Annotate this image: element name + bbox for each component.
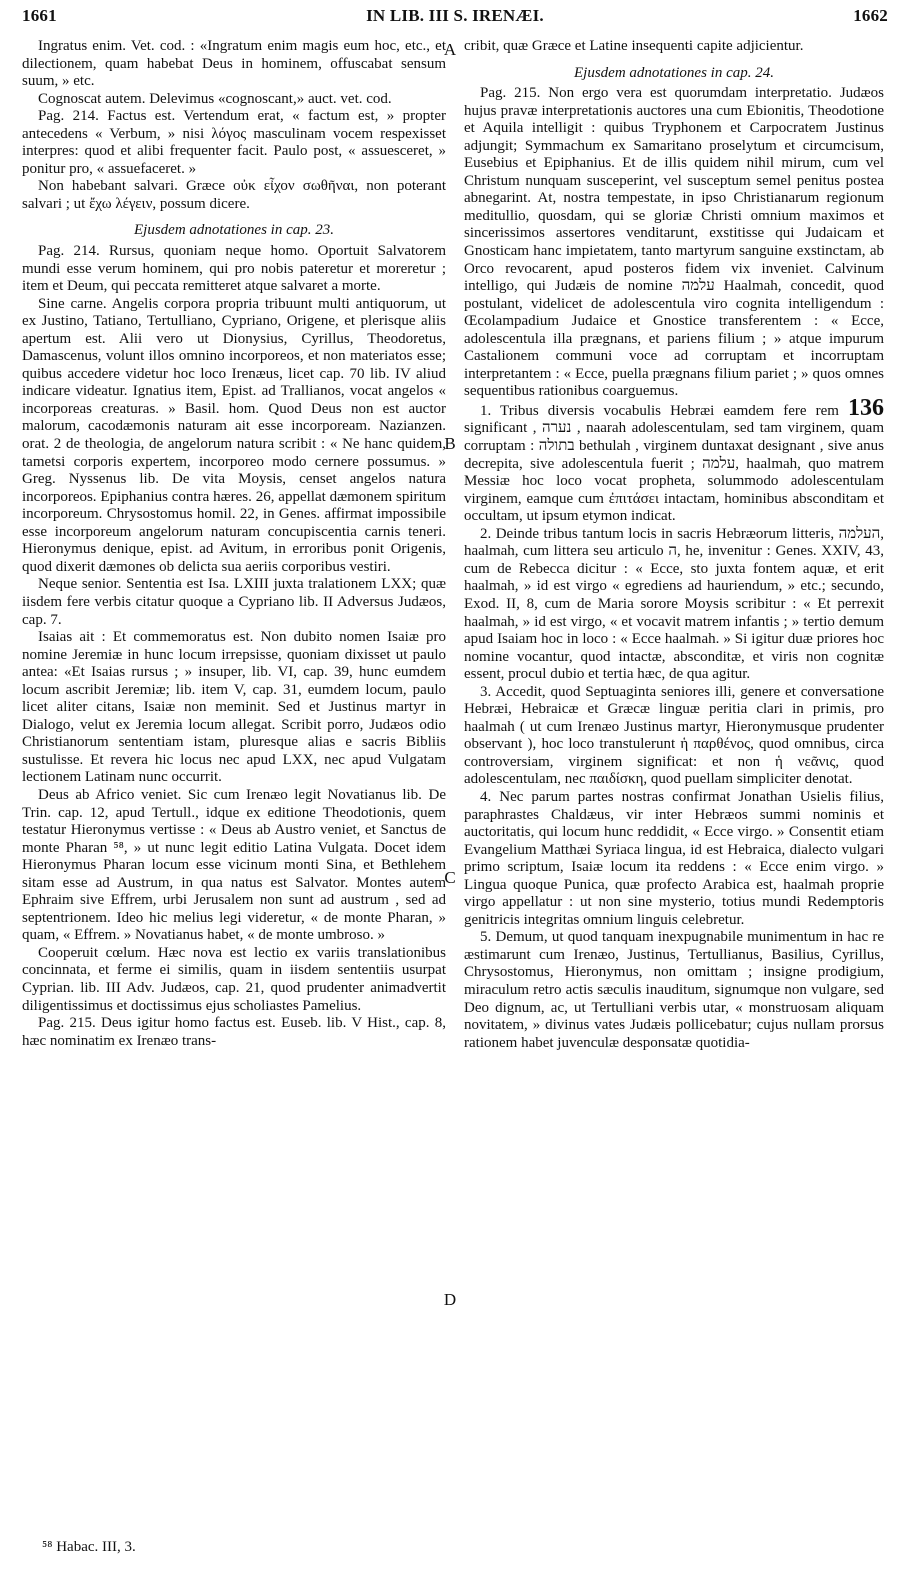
right-paragraph-7: 5. Demum, ut quod tanquam inexpugnabile munimentum in hac re æstimarunt cum Irenæo, Justinus, Tertullianus, Basilius, Cyrillus, Chrysostomus, Hieronymus, non omittam ; insigne prodigium, miraculum retro actis sæculis inauditum, signumque non vulgare, sed Deo dignum, ac, ut Tertulliani verbis utar, « monstruosam aliquam novitatem, » divinus vates Judæis pollicebatur; cujus nullam prorsus rationem habet juvenculæ desponsatæ quotidia- — [464, 929, 884, 1051]
margin-letter-c: C — [444, 868, 456, 887]
right-paragraph-3-start: 1. Tribus diversis vocabulis Hebræi eamdem fere rem — [480, 402, 839, 419]
left-paragraph-5: Pag. 214. Rursus, quoniam neque homo. Oportuit Salvatorem mundi esse verum hominem, qui pro nobis pateretur et moreretur ; item et Deum, qui peccata remitteret atque salvaret a morte. — [22, 243, 446, 295]
right-paragraph-5: 3. Accedit, quod Septuaginta seniores illi, genere et conversatione Hebræi, Hebraicæ et Græcæ linguæ peritia clari in primis, pro haalmah ( ut cum Irenæo Justinus martyr, Hieronymusque prudenter observant ), hoc loco transtulerunt ἡ παρθένος, quod omnibus, circa controversiam, virginem significat: et non ἡ νεᾶνις, quod adolescentulam, nec παιδίσκη, quod puellam simpliciter denotat. — [464, 683, 884, 788]
page-number-right: 1662 — [853, 6, 888, 25]
left-paragraph-3: Pag. 214. Factus est. Vertendum erat, « factum est, » propter antecedens « Verbum, » nisi λόγος masculinam vocem respexisset interpres: quod et alibi frequenter facit. Paulo post, « assuesceret, » ponitur pro, « assuefaceret. » — [22, 108, 446, 177]
left-paragraph-10: Cooperuit cœlum. Hæc nova est lectio ex variis translationibus concinnata, et ferme ei similis, quam in iisdem sententiis usurpat Cyprian. lib. III Adv. Judæos, cap. 21, quod prudenter animadvertit diligentissimus et doctissimus ejus scholiastes Pamelius. — [22, 944, 446, 1014]
left-paragraph-4: Non habebant salvari. Græce οὐκ εἶχον σωθῆναι, non poterant salvari ; ut ἔχω λέγειν, possum dicere. — [22, 178, 446, 212]
left-paragraph-11: Pag. 215. Deus igitur homo factus est. Euseb. lib. V Hist., cap. 8, hæc nominatim ex Irenæo trans- — [22, 1015, 446, 1049]
margin-letter-d: D — [443, 1290, 457, 1309]
running-title: IN LIB. III S. IRENÆI. — [366, 6, 544, 25]
margin-letter-b: B — [444, 434, 456, 453]
left-paragraph-7: Neque senior. Sententia est Isa. LXIII juxta tralationem LXX; quæ iisdem fere verbis citatur quoque a Cypriano lib. II Adversus Judæos, cap. 7. — [22, 576, 446, 628]
right-section-heading: Ejusdem adnotationes in cap. 24. — [574, 64, 774, 81]
right-paragraph-1: cribit, quæ Græce et Latine insequenti capite adjicientur. — [464, 38, 804, 54]
left-paragraph-1: Ingratus enim. Vet. cod. : «Ingratum enim magis eum hoc, etc., et dilectionem, quam habebat Deus in hominem, offuscabat sensum suum, » etc. — [22, 38, 446, 90]
inline-page-number: 136 — [848, 394, 885, 421]
left-paragraph-6: Sine carne. Angelis corpora propria tribuunt multi antiquorum, ut ex Justino, Tatiano, Tertulliano, Cypriano, Origene, et plerisque aliis apertum est. Alii vero ut Dionysius, Cyrillus, Theodoretus, Damascenus, volunt illos omnino incorporeos, et non materiatos esse; quibus accedere videtur hoc loco Irenæus, licet cap. 70 lib. IV aliud indicare videatur. Ignatius item, Epist. ad Trallianos, vocat angelos « incorporeas creaturas. » Basil. hom. Quod Deus non est auctor malorum, cacodæmonis naturam ait esse incorpoream. Nazianzen. orat. 2 de theologia, de angelorum natura scribit : « Ne hanc quidem, tametsi corporis expertem, incorporeo modo cernere possumus. » Greg. Nyssenus lib. De vita Moysis, censet angelos natura incorporeos. Epiphanius contra hæres. 26, appellat dæmonem spiritum incorporeum. Chrysostomus homil. 22, in Genes. affirmat impossibile esse incorporeum angelorum naturam concupiscentia carnis teneri. Hieronymus denique, epist. ad Avitum, in erroribus ponit Origenis, quod dixerit dæmones ob delicta sua aeriis corporibus vestiri. — [22, 295, 446, 575]
left-section-heading: Ejusdem adnotationes in cap. 23. — [134, 222, 334, 239]
left-paragraph-2: Cognoscat autem. Delevimus «cognoscant,» auct. vet. cod. — [38, 90, 392, 107]
footnote: ⁵⁸ Habac. III, 3. — [42, 1539, 136, 1555]
running-header — [22, 4, 888, 34]
margin-letter-a: A — [443, 40, 457, 59]
left-paragraph-9: Deus ab Africo veniet. Sic cum Irenæo legit Novatianus lib. De Trin. cap. 12, apud Tertull., idque ex editione Theodotionis, quem testatur Hieronymus vertisse : « Deus ab Austro veniet, et Sanctus de monte Pharan ⁵⁸, » ut nunc legit editio Latina Vulgata. Docet idem Hieronymus Pharan locum esse vicinum monti Sina, et Bethlehem sitam esse ad Austrum, in qua natus est Salvator. Montes autem Ephraim sive Effrem, urbi Jerusalem non sunt ad austrum , sed ad septentrionem. Ideo hic melius legi videretur, « de monte Pharan, » quam, « Effrem. » Novatianus habet, « de monte umbroso. » — [22, 786, 446, 944]
right-paragraph-2: Pag. 215. Non ergo vera est quorumdam interpretatio. Judæos hujus pravæ interpretationis auctores una cum Ebionitis, Theodotione et Aquila intelligit : quibus Tryphonem et Carpocratem Justinus adjungit; Symmachum ex Samaritano proselytum et circumcisum, Eusebius et Epiphanius. Et de illis quidem nihil mirum, cum vel Christum nunquam susceperint, vel susceptum semel penitus postea abnegarint. At, nostra tempestate, in ipso Christianarum regionum meditullio, quosdam, qui se gloriæ Christi omnium maximos et sincerissimos assertores venditarunt, exstitisse qui Judaicam et Gnosticam hanc impietatem, tanto martyrum sanguine exstinctam, ab Orco revocarent, apud posteros fidem vix inveniet. Calvinum intelligo, qui Judæis de nomine עלמה Haalmah, concedit, quod postulant, videlicet de adolescentula viro cognita intelligendum : Œcolampadium Judaice et Gnostice transferentem : « Ecce, adolescentula illa prægnans, et pariens filium ; » atque impurum Castalionem communi voce ad corruptam et incorruptam interpretantem : « Ecce, puella prægnans filium pariet ; » quos omnes sequentibus rationibus coarguemus. — [464, 85, 884, 400]
right-paragraph-4: 2. Deinde tribus tantum locis in sacris Hebræorum litteris, העלמה, haalmah, cum littera seu articulo ה, he, invenitur : Genes. XXIV, 43, cum de Rebecca dicitur : « Ecce, sto juxta fontem aquæ, et erit haalmah, » id est virgo « egrediens ad hauriendum, » etc.; secundo, Exod. II, 8, cum de Maria sorore Moysis scribitur : « Et perrexit haalmah, » id est virgo, « et vocavit matrem infantis ; » tertio demum apud Isaiam hoc in loco : « Ecce haalmah. » Si igitur duæ priores hoc nomine vocantur, quod intactæ, absconditæ, et viris non cognitæ essent, procul dubio et tertia hæc, de qua agitur. — [464, 525, 884, 683]
page-number-left: 1661 — [22, 6, 57, 25]
left-paragraph-8: Isaias ait : Et commemoratus est. Non dubito nomen Isaiæ pro nomine Jeremiæ in hunc locum irrepsisse, quoniam dixisset ut paulo antea: «Et Isaias rursus ; » insuper, lib. VI, cap. 39, hunc eumdem locum ascribit Jeremiæ; lib. item V, cap. 31, eumdem locum, paulo licet aliter citans, Isaiæ non meminit. Sed et Justinus martyr in Dialogo, velut ex Jeremia locum allegat. Scribit porro, Judæos odio Christianorum sententiam istam, pluresque alias e sacris Bibliis sustulisse. Et revera hic locus nec apud LXX, nec apud Vulgatam lectionem Latinam nunc occurrit. — [22, 629, 446, 786]
right-paragraph-6: 4. Nec parum partes nostras confirmat Jonathan Usielis filius, paraphrastes Chaldæus, vir inter Hebræos summi nominis et auctoritatis, qui locum hunc reddidit, « Ecce virgo. » Consentit etiam Evangelium Matthæi Syriaca lingua, id est Hebraica, dialecto vulgari primo scriptum, Isaiæ locum ita reddens : « Ecce enim virgo. » Lingua quoque Punica, quæ profecto Arabica est, haalmah proprie virgo appellatur : ut non sine mysterio, totius mundi Redemptoris genitricis integritas omnium linguis celebretur. — [464, 788, 884, 928]
left-column — [22, 38, 446, 1050]
right-paragraph-3 — [464, 394, 885, 526]
right-paragraph-3-rest: significant , נערה , naarah adolescentulam, sed tam virginem, quam corruptam : בתולה bethulah , virginem duntaxat designant , sive anus decrepita, sive adolescentula fuerit ; עלמה, haalmah, quo matrem Messiæ hoc loco vocat propheta, solummodo adolescentulam virginem, eamque cum ἐπιτάσει intactam, hominibus absconditam et occultam, ut ipsum etymon indicat. — [464, 420, 885, 525]
right-column — [464, 38, 884, 1052]
